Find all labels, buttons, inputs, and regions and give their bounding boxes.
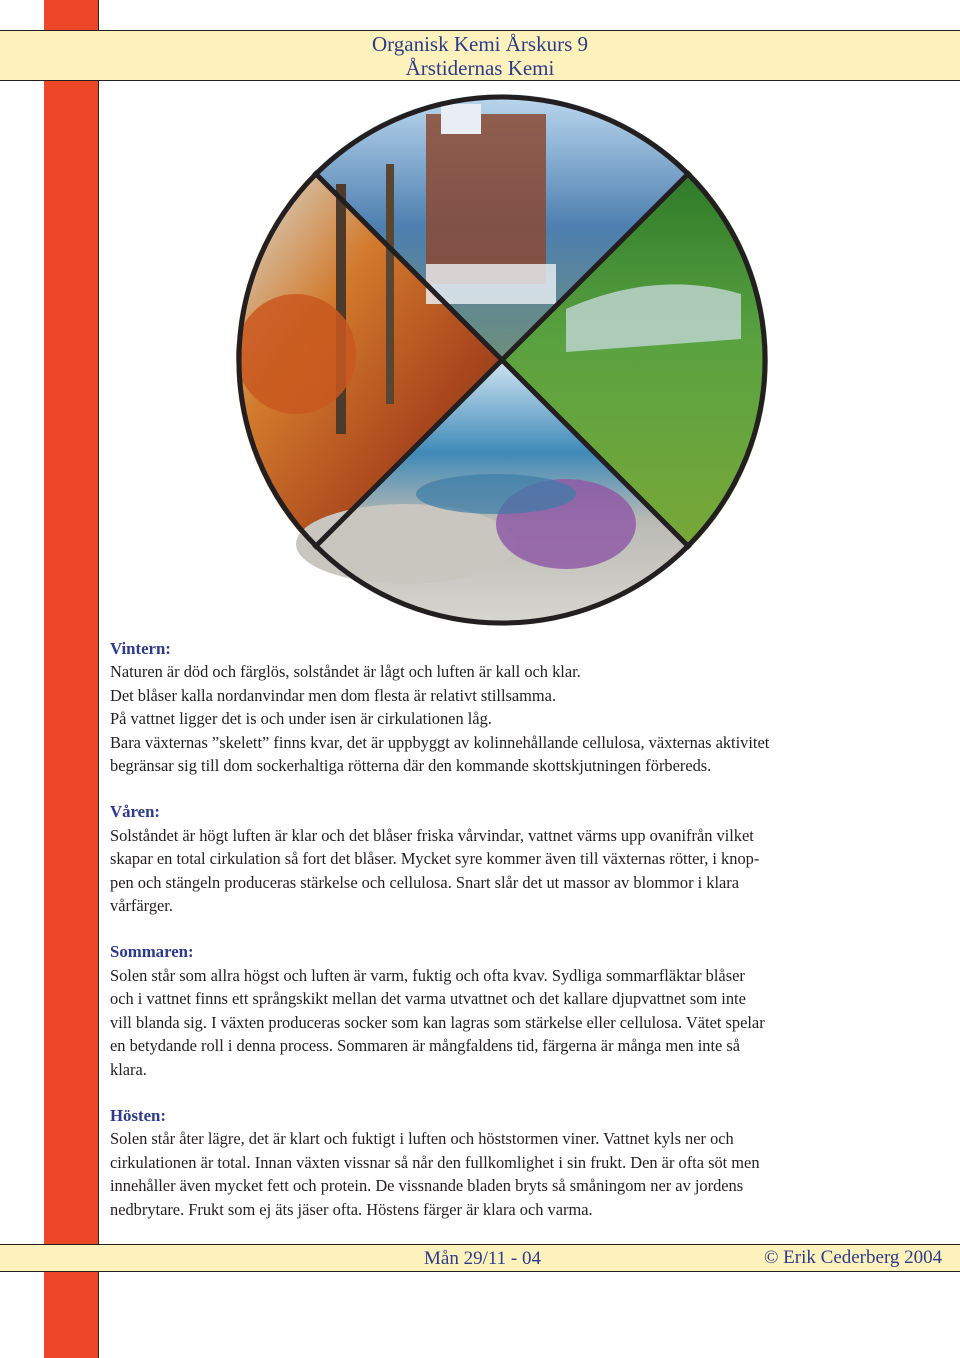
footer-date: Mån 29/11 - 04 [424, 1248, 541, 1269]
section-heading: Hösten: [110, 1105, 166, 1125]
paragraph-line: Det blåser kalla nordanvindar men dom flesta är relativt stillsamma. [110, 685, 557, 705]
section-heading: Sommaren: [110, 942, 194, 962]
section-heading: Våren: [110, 802, 161, 822]
paragraph-line: vårfärger. [110, 896, 173, 916]
paragraph-line: en betydande roll i denna process. Sommaren är mångfaldens tid, färgerna är många men inte så [110, 1036, 741, 1056]
paragraph-line: skapar en total cirkulation så fort det blåser. Mycket syre kommer även till växternas rötter, i knop- [110, 849, 760, 869]
footer-copyright: © Erik Cederberg 2004 [764, 1247, 943, 1268]
paragraph-line: Solen står åter lägre, det är klart och fuktigt i luften och höststormen viner. Vattnet kyls ner och [110, 1129, 734, 1149]
paragraph-line: klara. [110, 1059, 147, 1079]
paragraph-line: begränsar sig till dom sockerhaltiga rötterna där den kommande skottskjutningen förbereds. [110, 756, 712, 776]
left-accent-bar-edge [98, 0, 99, 1358]
page-header [0, 32, 960, 80]
seasons-wheel-image [236, 94, 768, 626]
page-title: Organisk Kemi Årskurs 9 [371, 32, 588, 56]
page-subtitle: Årstidernas Kemi [405, 56, 555, 80]
paragraph-line: innehåller även mycket fett och protein. De vissnande bladen bryts så småningom ner av jordens [110, 1176, 744, 1196]
paragraph-line: pen och stängeln produceras stärkelse och cellulosa. Snart slår det ut massor av blommor i klara [110, 872, 740, 892]
paragraph-line: På vattnet ligger det is och under isen är cirkulationen låg. [110, 709, 492, 729]
paragraph-line: och i vattnet finns ett språngskikt mellan det varma utvattnet och det kallare djupvattnet som inte [110, 989, 746, 1009]
section-heading: Vintern: [110, 639, 171, 658]
left-accent-bar [44, 0, 98, 1358]
paragraph-line: Naturen är död och färglös, solståndet är lågt och luften är kall och klar. [110, 662, 581, 682]
paragraph-line: nedbrytare. Frukt som ej äts jäser ofta. Höstens färger är klara och varma. [110, 1199, 593, 1219]
paragraph-line: Bara växternas ”skelett” finns kvar, det är uppbyggt av kolinnehållande cellulosa, växternas aktivitet [110, 732, 770, 752]
section-summer [110, 940, 910, 1080]
paragraph-line: Solen står som allra högst och luften är varm, fuktig och ofta kvav. Sydliga sommarfläktar blåser [110, 965, 745, 985]
seasons-text [110, 637, 910, 1244]
paragraph-line: cirkulationen är total. Innan växten vissnar så når den fullkomlighet i sin frukt. Den är ofta söt men [110, 1152, 760, 1172]
paragraph-line: vill blanda sig. I växten produceras socker som kan lagras som stärkelse eller cellulosa. Vätet spelar [110, 1012, 765, 1032]
section-winter [110, 637, 910, 777]
paragraph-line: Solståndet är högt luften är klar och det blåser friska vårvindar, vattnet värms upp ovanifrån vilket [110, 825, 754, 845]
section-spring [110, 800, 910, 917]
section-autumn [110, 1104, 910, 1221]
